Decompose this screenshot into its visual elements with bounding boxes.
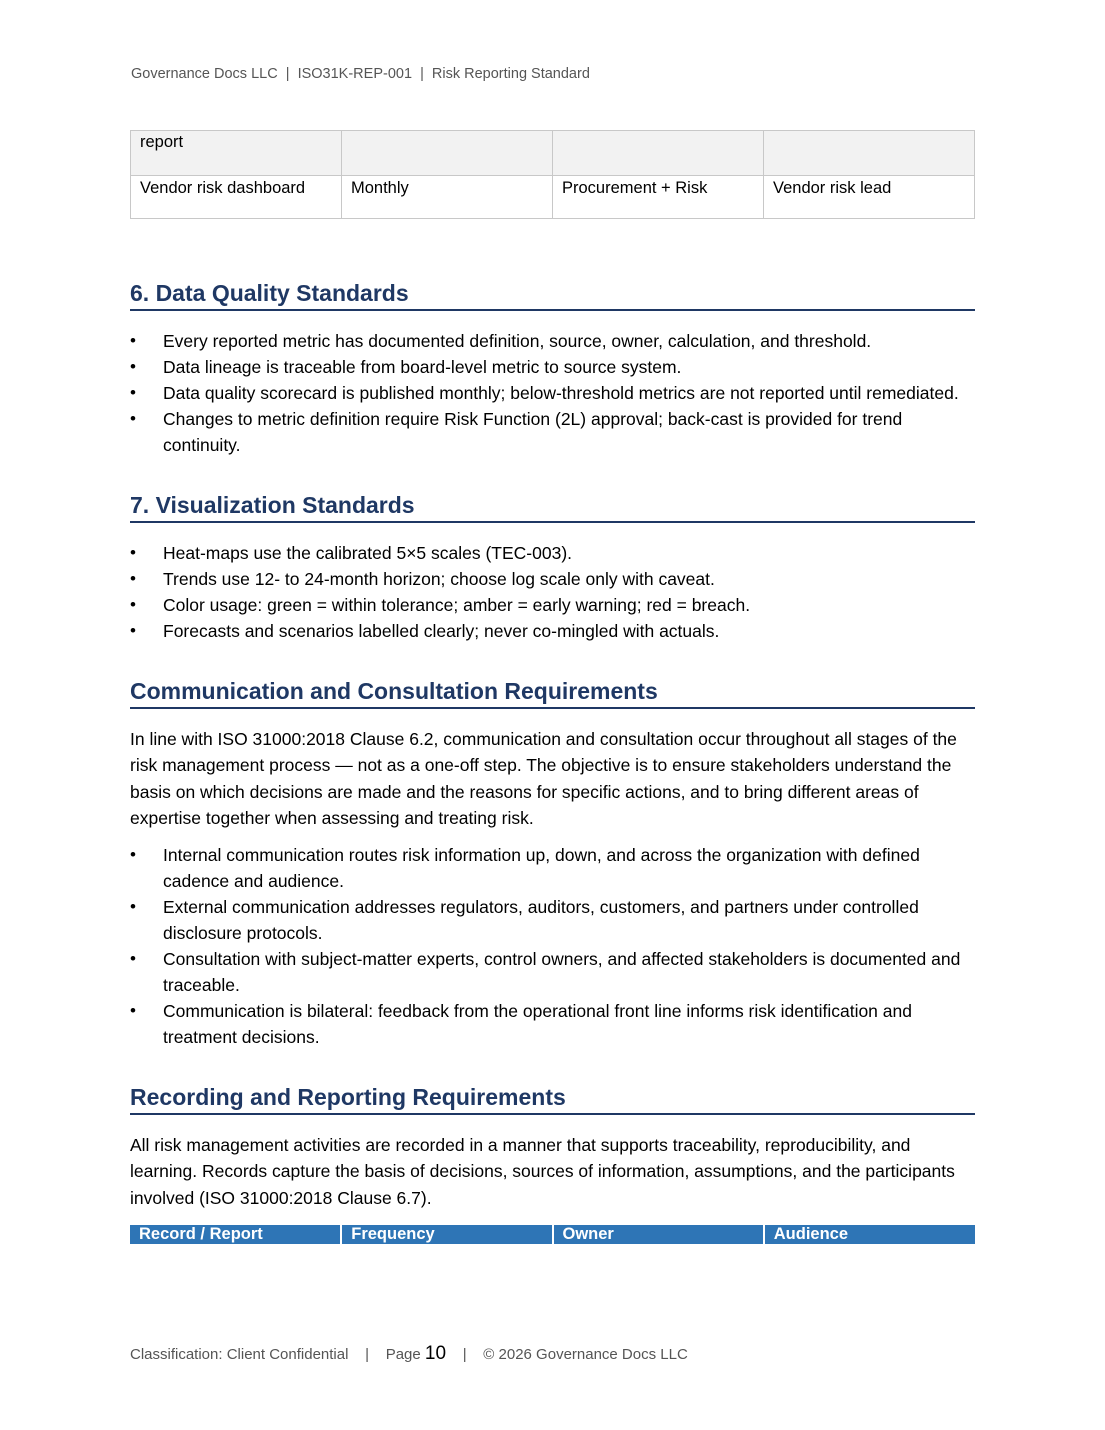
table-cell: [553, 131, 764, 176]
list-item: • Trends use 12- to 24-month horizon; choose log scale only with caveat.: [130, 566, 975, 592]
reporting-table-continued: [130, 130, 975, 219]
section-7-heading: 7. Visualization Standards: [130, 492, 975, 523]
table-cell: Vendor risk lead: [764, 176, 975, 219]
list-item: • Heat-maps use the calibrated 5×5 scales (TEC-003).: [130, 540, 975, 566]
list-item: • Color usage: green = within tolerance; amber = early warning; red = breach.: [130, 592, 975, 618]
header-doc-title: Risk Reporting Standard: [431, 66, 590, 82]
table-cell: [342, 131, 553, 176]
data-quality-list: [130, 328, 975, 458]
records-table: [130, 1225, 975, 1244]
list-item: • Data lineage is traceable from board-level metric to source system.: [130, 354, 975, 380]
list-item: • Changes to metric definition require Risk Function (2L) approval; back-cast is provided for trend continuity.: [130, 406, 975, 458]
page-header: Governance Docs LLC | ISO31K-REP-001 | Risk Reporting Standard: [131, 66, 590, 82]
page-footer: Classification: Client Confidential | Page 10 | © 2026 Governance Docs LLC: [130, 1343, 688, 1364]
communication-heading: Communication and Consultation Requirements: [130, 678, 975, 709]
section-6-heading: 6. Data Quality Standards: [130, 280, 975, 311]
header-doc-id: ISO31K-REP-001: [297, 66, 413, 82]
table-cell: Procurement + Risk: [553, 176, 764, 219]
recording-paragraph: All risk management activities are recorded in a manner that supports traceability, reproducibility, and learning. Records capture the basis of decisions, sources of information, assumptions, and the participants involved (ISO 31000:2018 Clause 6.7).: [130, 1135, 955, 1208]
column-header: Audience: [764, 1225, 975, 1244]
communication-list: [130, 842, 975, 1050]
page-number: 10: [424, 1343, 447, 1364]
table-cell: report: [131, 131, 342, 176]
table-cell: Vendor risk dashboard: [131, 176, 342, 219]
column-header: Frequency: [341, 1225, 552, 1244]
table-row: [131, 176, 975, 219]
footer-page-label: Page: [385, 1346, 421, 1363]
header-company: Governance Docs LLC: [131, 66, 278, 82]
list-item: • Internal communication routes risk information up, down, and across the organization with defined cadence and audience.: [130, 842, 975, 894]
list-item: • Forecasts and scenarios labelled clearly; never co-mingled with actuals.: [130, 618, 975, 644]
footer-classification: Classification: Client Confidential: [130, 1346, 349, 1363]
table-cell: Monthly: [342, 176, 553, 219]
table-row: [131, 131, 975, 176]
visualization-list: [130, 540, 975, 644]
recording-heading: Recording and Reporting Requirements: [130, 1084, 975, 1115]
column-header: Owner: [553, 1225, 764, 1244]
list-item: • Communication is bilateral: feedback from the operational front line informs risk identification and treatment decisions.: [130, 998, 975, 1050]
list-item: • Every reported metric has documented definition, source, owner, calculation, and threshold.: [130, 328, 975, 354]
column-header: Record / Report: [130, 1225, 341, 1244]
communication-paragraph: In line with ISO 31000:2018 Clause 6.2, communication and consultation occur throughout all stages of the risk management process — not as a one-off step. The objective is to ensure stakeholders understand the basis on which decisions are made and the reasons for specific actions, and to bring different areas of expertise together when assessing and treating risk.: [130, 729, 957, 828]
list-item: • External communication addresses regulators, auditors, customers, and partners under controlled disclosure protocols.: [130, 894, 975, 946]
list-item: • Consultation with subject-matter experts, control owners, and affected stakeholders is documented and traceable.: [130, 946, 975, 998]
table-header-row: [130, 1225, 975, 1244]
list-item: • Data quality scorecard is published monthly; below-threshold metrics are not reported until remediated.: [130, 380, 975, 406]
page-content: [130, 130, 975, 1244]
footer-copyright: © 2026 Governance Docs LLC: [483, 1346, 688, 1363]
table-cell: [764, 131, 975, 176]
